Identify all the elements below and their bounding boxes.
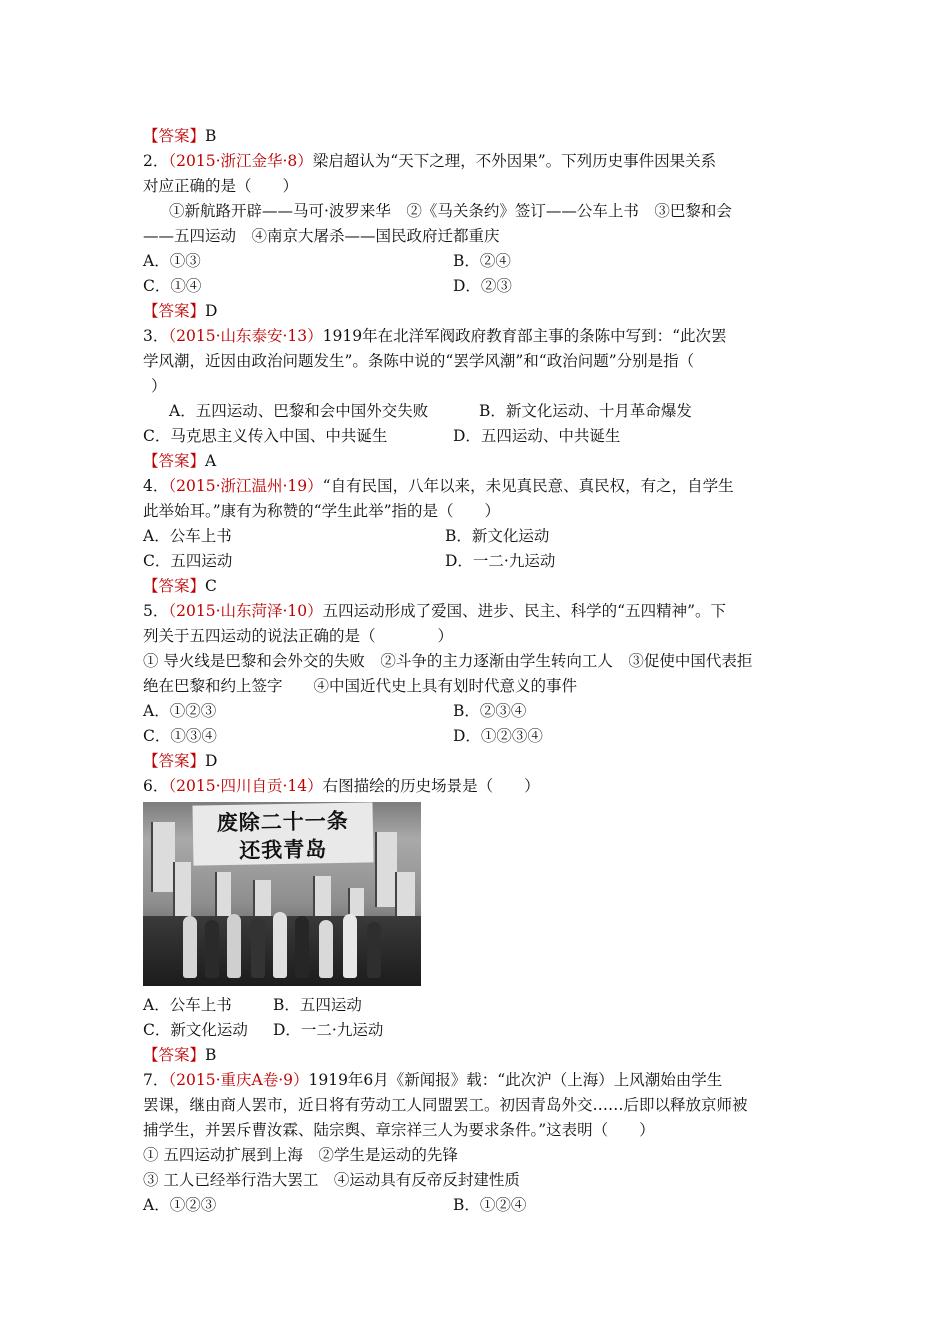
question-5-statements: ① 导火线是巴黎和会外交的失败 ②斗争的主力逐渐由学生转向工人 ③促使中国代表拒 [143, 652, 753, 670]
question-4-options-cd [143, 549, 813, 574]
question-4-stem: 4．（2015·浙江温州·19）“自有民国，八年以来，未见真民意、真民权，有之，自学生 [143, 477, 734, 495]
question-7-statements-cont: ③ 工人已经举行浩大罢工 ④运动具有反帝反封建性质 [143, 1171, 520, 1189]
question-source: （2015·山东菏泽·10） [168, 602, 323, 620]
question-2-options-cd [143, 274, 813, 299]
question-7-statements: ① 五四运动扩展到上海 ②学生是运动的先锋 [143, 1146, 458, 1164]
flag [151, 822, 175, 892]
option-b: B．五四运动 [273, 996, 362, 1014]
question-4-stem-cont: 此举始耳。”康有为称赞的“学生此举”指的是（ ） [143, 502, 501, 520]
question-6-stem: 6．（2015·四川自贡·14）右图描绘的历史场景是（ ） [143, 777, 540, 795]
question-3-stem-cont: 学风潮，近因由政治问题发生”。条陈中说的“罢学风潮”和“政治问题”分别是指（ [143, 352, 695, 370]
question-7-options-ab [143, 1193, 813, 1218]
banner-text: 废除二十一条 [216, 808, 349, 836]
question-source: （2015·浙江温州·19） [168, 477, 323, 495]
question-5-options-ab [143, 699, 813, 724]
question-2-statements: ①新航路开辟——马可·波罗来华 ②《马关条约》签订——公车上书 ③巴黎和会 [169, 202, 732, 220]
question-2-options-ab [143, 249, 813, 274]
question-3-options-cd [143, 424, 813, 449]
protester [295, 916, 309, 978]
protester [319, 920, 333, 978]
option-c: C．新文化运动 [143, 1021, 248, 1039]
protester [183, 916, 197, 978]
option-a: A．①②③ [143, 702, 217, 720]
option-b: B．①②④ [453, 1196, 527, 1214]
question-5-stem-cont: 列关于五四运动的说法正确的是（ ） [143, 627, 454, 645]
option-b: B．新文化运动 [445, 527, 550, 545]
flag [375, 832, 397, 907]
answer-line: 【答案】B [143, 1046, 217, 1064]
option-c: C．①④ [143, 277, 202, 295]
question-5-stem: 5．（2015·山东菏泽·10）五四运动形成了爱国、进步、民主、科学的“五四精神”。下 [143, 602, 727, 620]
option-a: A．公车上书 [143, 996, 232, 1014]
may-fourth-protest-photo [143, 802, 421, 986]
protester [343, 914, 357, 978]
question-3-options-ab [143, 399, 813, 424]
question-2-stem: 2．（2015·浙江金华·8）梁启超认为“天下之理，不外因果”。下列历史事件因果关系 [143, 152, 717, 170]
option-c: C．五四运动 [143, 552, 233, 570]
question-7-stem-cont: 罢课，继由商人罢市，近日将有劳动工人同盟罢工。初因青岛外交……后即以释放京师被 [143, 1096, 748, 1114]
option-d: D．五四运动、中共诞生 [453, 427, 621, 445]
option-d: D．②③ [453, 277, 512, 295]
answer-line: 【答案】C [143, 577, 217, 595]
option-b: B．②③④ [453, 702, 527, 720]
protester [227, 914, 241, 978]
flag [173, 862, 191, 922]
answer-line: 【答案】D [143, 752, 218, 770]
question-list [143, 124, 813, 1218]
answer-line: 【答案】B [143, 127, 217, 145]
question-3-stem-end: ） [151, 377, 167, 395]
option-a: A．公车上书 [143, 527, 232, 545]
option-d: D．一二·九运动 [445, 552, 556, 570]
answer-line: 【答案】D [143, 302, 218, 320]
protester [367, 922, 381, 978]
question-6-options-cd [143, 1018, 813, 1043]
protester [251, 918, 265, 978]
question-4-options-ab [143, 524, 813, 549]
protester [273, 912, 287, 978]
question-6-options-ab [143, 993, 813, 1018]
option-a: A．①③ [143, 252, 201, 270]
option-a: A．五四运动、巴黎和会中国外交失败 [169, 402, 429, 420]
question-source: （2015·重庆A卷·9） [168, 1071, 309, 1089]
question-5-options-cd [143, 724, 813, 749]
question-7-stem: 7．（2015·重庆A卷·9）1919年6月《新闻报》载：“此次沪（上海）上风潮始由学生 [143, 1071, 723, 1089]
question-2-statements-cont: ——五四运动 ④南京大屠杀——国民政府迁都重庆 [143, 227, 500, 245]
protester [205, 920, 219, 978]
banner-text: 还我青岛 [239, 837, 328, 863]
option-b: B．新文化运动、十月革命爆发 [479, 402, 692, 420]
option-b: B．②④ [453, 252, 511, 270]
option-d: D．①②③④ [453, 727, 543, 745]
answer-line: 【答案】A [143, 452, 217, 470]
question-source: （2015·浙江金华·8） [168, 152, 313, 170]
protest-banner [192, 802, 373, 865]
option-a: A．①②③ [143, 1196, 217, 1214]
option-d: D．一二·九运动 [273, 1021, 384, 1039]
question-7-stem-end: 捕学生，并罢斥曹汝霖、陆宗舆、章宗祥三人为要求条件。”这表明（ ） [143, 1121, 655, 1139]
question-3-stem: 3．（2015·山东泰安·13）1919年在北洋军阀政府教育部主事的条陈中写到：“此次罢 [143, 327, 727, 345]
question-2-stem-cont: 对应正确的是（ ） [143, 177, 299, 195]
option-c: C．马克思主义传入中国、中共诞生 [143, 427, 388, 445]
question-source: （2015·山东泰安·13） [168, 327, 323, 345]
question-source: （2015·四川自贡·14） [168, 777, 323, 795]
question-5-statements-cont: 绝在巴黎和约上签字 ④中国近代史上具有划时代意义的事件 [143, 677, 578, 695]
option-c: C．①③④ [143, 727, 217, 745]
